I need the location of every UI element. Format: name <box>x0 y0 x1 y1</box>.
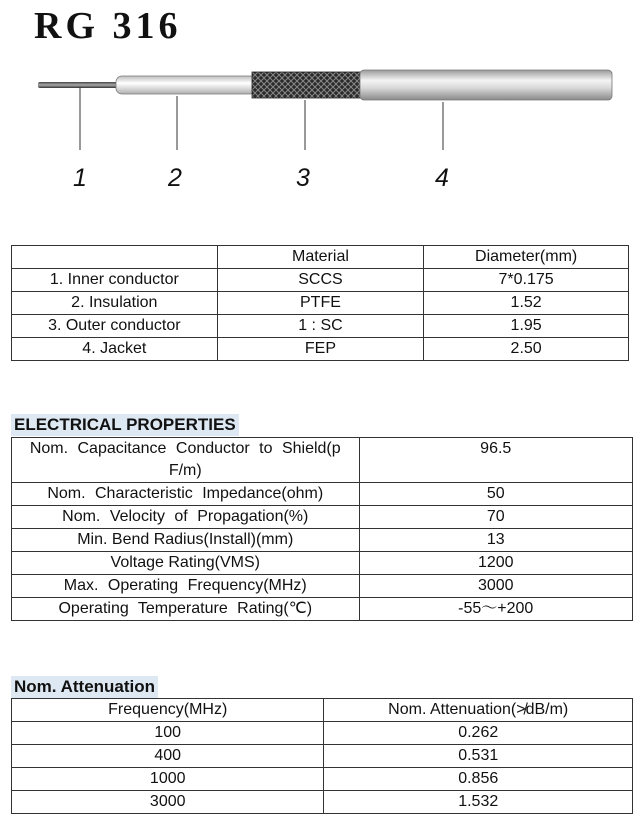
attenuation-table <box>11 698 633 814</box>
table-cell: Min. Bend Radius(Install)(mm) <box>12 529 360 552</box>
header-cell: Frequency(MHz) <box>12 699 324 722</box>
table-cell: Nom. Velocity of Propagation(%) <box>12 506 360 529</box>
table-row <box>12 438 633 483</box>
table-cell: SCCS <box>217 269 424 292</box>
table-cell: 400 <box>12 745 324 768</box>
electrical-section-title: ELECTRICAL PROPERTIES <box>11 414 239 436</box>
table-cell: 1.95 <box>424 315 629 338</box>
table-row <box>12 483 633 506</box>
table-row <box>12 552 633 575</box>
table-cell: 50 <box>359 483 633 506</box>
table-cell: 1000 <box>12 768 324 791</box>
table-row <box>12 269 629 292</box>
table-header-row <box>12 246 629 269</box>
table-cell: 3000 <box>12 791 324 814</box>
layer-label-1: 1 <box>73 164 87 192</box>
header-cell: Nom. Attenuation(≯dB/m) <box>324 699 633 722</box>
table-cell: 1.532 <box>324 791 633 814</box>
layer-label-2: 2 <box>168 164 182 192</box>
table-cell: 0.856 <box>324 768 633 791</box>
table-cell: 0.262 <box>324 722 633 745</box>
table-cell: 0.531 <box>324 745 633 768</box>
table-cell: 1.52 <box>424 292 629 315</box>
outer-conductor-braid <box>252 72 364 98</box>
table-row <box>12 529 633 552</box>
table-cell: Nom. Characteristic Impedance(ohm) <box>12 483 360 506</box>
structure-table <box>11 245 629 361</box>
table-row <box>12 292 629 315</box>
table-row <box>12 338 629 361</box>
table-cell <box>12 438 360 483</box>
table-cell: 4. Jacket <box>12 338 218 361</box>
table-cell: 13 <box>359 529 633 552</box>
table-cell: Operating Temperature Rating(℃) <box>12 598 360 621</box>
header-cell: Material <box>217 246 424 269</box>
table-row <box>12 315 629 338</box>
table-row <box>12 506 633 529</box>
table-cell: 70 <box>359 506 633 529</box>
table-row <box>12 575 633 598</box>
jacket <box>360 70 612 100</box>
header-cell: Diameter(mm) <box>424 246 629 269</box>
table-cell: Voltage Rating(VMS) <box>12 552 360 575</box>
table-row <box>12 791 633 814</box>
table-row <box>12 722 633 745</box>
layer-label-4: 4 <box>435 164 449 192</box>
table-row <box>12 768 633 791</box>
table-cell: FEP <box>217 338 424 361</box>
table-cell: 1200 <box>359 552 633 575</box>
table-row <box>12 745 633 768</box>
layer-label-3: 3 <box>296 164 310 192</box>
table-cell: Max. Operating Frequency(MHz) <box>12 575 360 598</box>
table-cell: 2. Insulation <box>12 292 218 315</box>
table-cell: 3000 <box>359 575 633 598</box>
table-cell: 1. Inner conductor <box>12 269 218 292</box>
product-title: RG 316 <box>34 5 182 47</box>
table-cell: 3. Outer conductor <box>12 315 218 338</box>
table-cell: 1 : SC <box>217 315 424 338</box>
table-header-row <box>12 699 633 722</box>
cell-line: Nom. Capacitance Conductor to Shield(p <box>29 440 341 457</box>
table-cell: PTFE <box>217 292 424 315</box>
cell-line: F/m) <box>168 462 202 479</box>
table-cell: 96.5 <box>359 438 633 483</box>
electrical-table <box>11 437 633 621</box>
header-cell <box>12 246 218 269</box>
insulation <box>116 76 256 94</box>
table-cell: 7*0.175 <box>424 269 629 292</box>
attenuation-section-title: Nom. Attenuation <box>11 676 158 698</box>
leader-lines <box>0 108 640 158</box>
table-cell: 2.50 <box>424 338 629 361</box>
table-cell: 100 <box>12 722 324 745</box>
table-row <box>12 598 633 621</box>
table-cell: -55～+200 <box>359 598 633 621</box>
